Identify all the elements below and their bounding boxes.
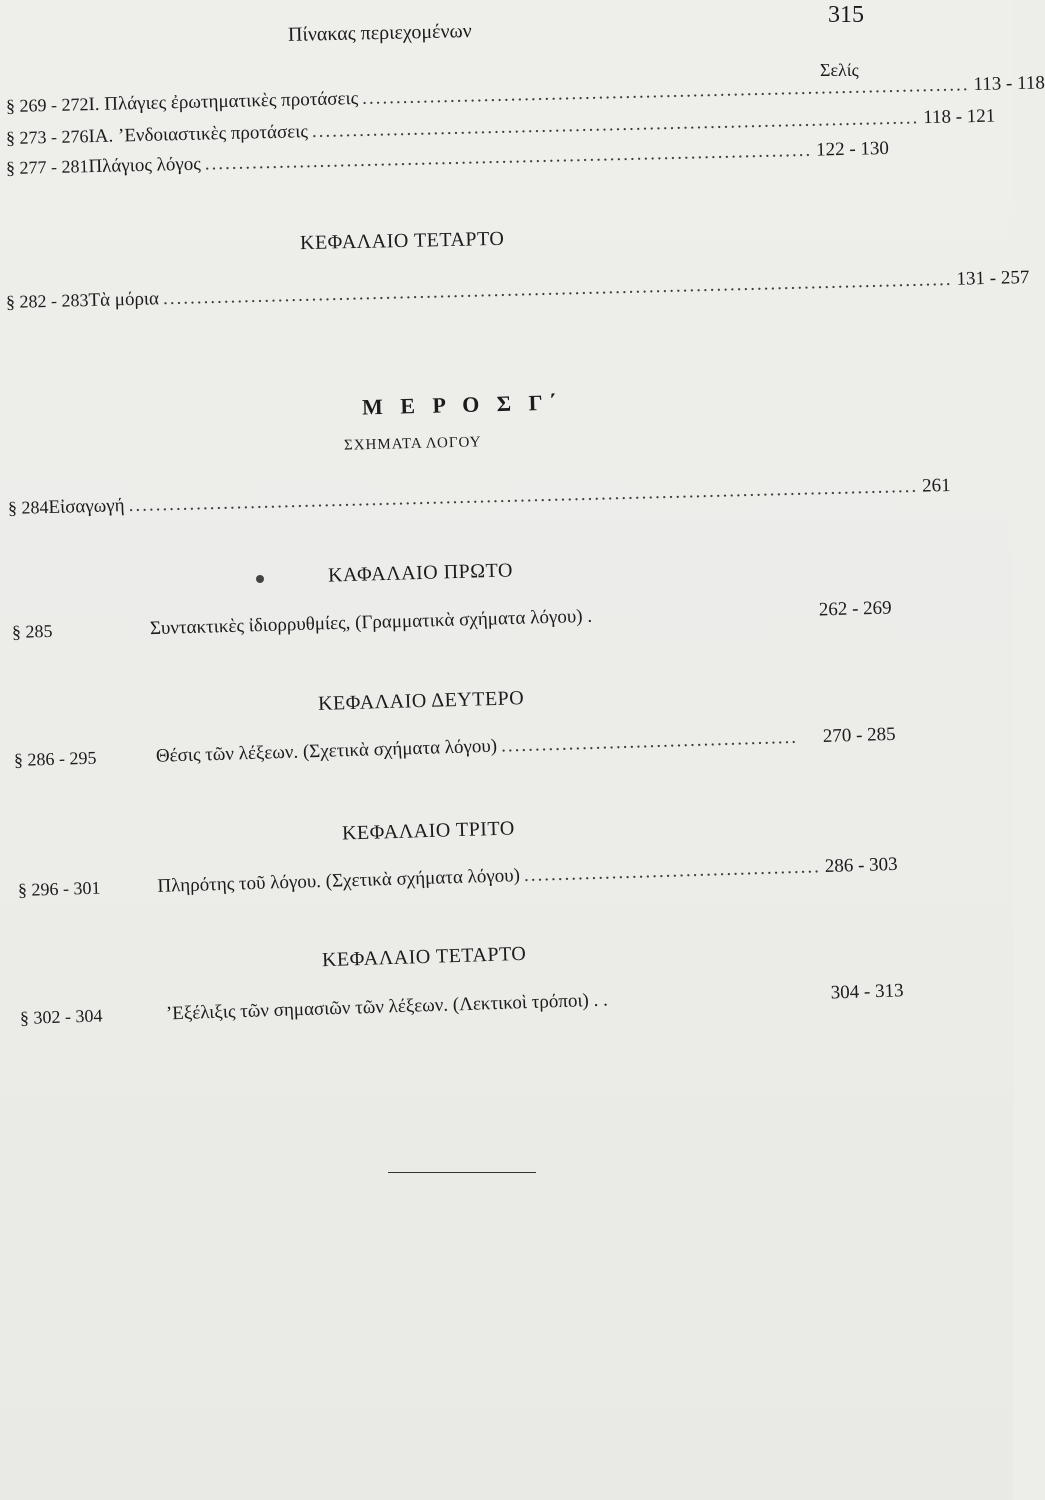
toc-section-number: § 302 - 304 <box>19 1005 103 1028</box>
chapter-heading: ΚΑΦΑΛΑΙΟ ΠΡΩΤΟ <box>327 559 514 587</box>
toc-entry-title: Θέσις τῶν λέξεων. (Σχετικὰ σχήματα λόγου) <box>155 735 498 767</box>
toc-page-range: 304 - 313 <box>830 980 904 1004</box>
toc-leader-dots: ............................................ <box>500 726 799 757</box>
toc-section-number: § 296 - 301 <box>17 877 101 900</box>
toc-leader-dots: ..................................................................................................................... <box>162 268 953 310</box>
toc-page-range: 122 - 130 <box>815 137 890 161</box>
toc-section-number: § 282 - 283 <box>5 289 89 312</box>
toc-leader-dots: .......................................................................................... <box>204 139 813 175</box>
toc-entry-title: IA. ’Ενδοιαστικὲς προτάσεις <box>88 121 309 148</box>
toc-leader-dots: .......................................................................................... <box>361 74 970 109</box>
part-heading: Μ Ε Ρ Ο Σ Γ΄ <box>361 389 563 420</box>
page-header-title: Πίνακας περιεχομένων <box>287 20 472 46</box>
toc-section-number: § 285 <box>11 620 53 642</box>
toc-entry-title: Πλάγιος λόγος <box>88 153 201 178</box>
toc-entry-title: ’Εξέλιξις τῶν σημασιῶν τῶν λέξεων. (Λεκτικοὶ τρόποι) . . <box>165 989 609 1025</box>
toc-leader-dots: .......................................................................................... <box>311 107 920 143</box>
toc-entry-title: Συντακτικὲς ἰδιορρυθμίες, (Γραμματικὰ σχήματα λόγου) . <box>149 605 593 640</box>
toc-leader-dots: ............................................ <box>523 856 822 886</box>
print-speck <box>256 575 264 583</box>
part-subtitle: ΣΧΗΜΑΤΑ ΛΟΓΟΥ <box>343 434 482 454</box>
toc-entry-title: I. Πλάγιες ἐρωτηματικὲς προτάσεις <box>88 88 359 116</box>
toc-page-range: 286 - 303 <box>824 853 898 878</box>
toc-section-number: § 286 - 295 <box>13 747 97 770</box>
toc-leader-dots: ..................................................................................................................... <box>128 475 919 517</box>
toc-page-range: 118 - 121 <box>922 105 996 129</box>
toc-leader-dots <box>612 999 827 1006</box>
closing-rule <box>388 1172 536 1173</box>
toc-page-range: 131 - 257 <box>956 266 1030 290</box>
chapter-heading: ΚΕΦΑΛΑΙΟ ΔΕΥΤΕΡΟ <box>317 687 525 715</box>
chapter-heading: ΚΕΦΑΛΑΙΟ ΤΡΙΤΟ <box>341 817 516 845</box>
toc-entry-title: Πληρότης τοῦ λόγου. (Σχετικὰ σχήματα λόγου) <box>157 865 521 897</box>
toc-page-range: 261 <box>921 474 951 497</box>
toc-page-range: 113 - 118 <box>973 72 1045 96</box>
toc-entry <box>5 266 1030 314</box>
chapter-heading: ΚΕΦΑΛΑΙΟ ΤΕΤΑΡΤΟ <box>299 227 505 255</box>
toc-page-range: 270 - 285 <box>822 723 896 747</box>
pages-column-label: Σελίς <box>820 60 859 80</box>
toc-section-number: § 284 <box>7 497 49 518</box>
page-number: 315 <box>828 2 864 28</box>
toc-entry-title: Τὰ μόρια <box>88 288 160 311</box>
chapter-heading: ΚΕΦΑΛΑΙΟ ΤΕΤΑΡΤΟ <box>321 942 527 972</box>
toc-section-number: § 269 - 272 <box>5 94 89 116</box>
toc-leader-dots <box>596 616 815 622</box>
toc-section-number: § 273 - 276 <box>5 126 89 148</box>
toc-page-range: 262 - 269 <box>818 597 892 621</box>
toc-entry-title: Εἰσαγωγή <box>48 495 125 519</box>
toc-section-number: § 277 - 281 <box>5 156 89 178</box>
